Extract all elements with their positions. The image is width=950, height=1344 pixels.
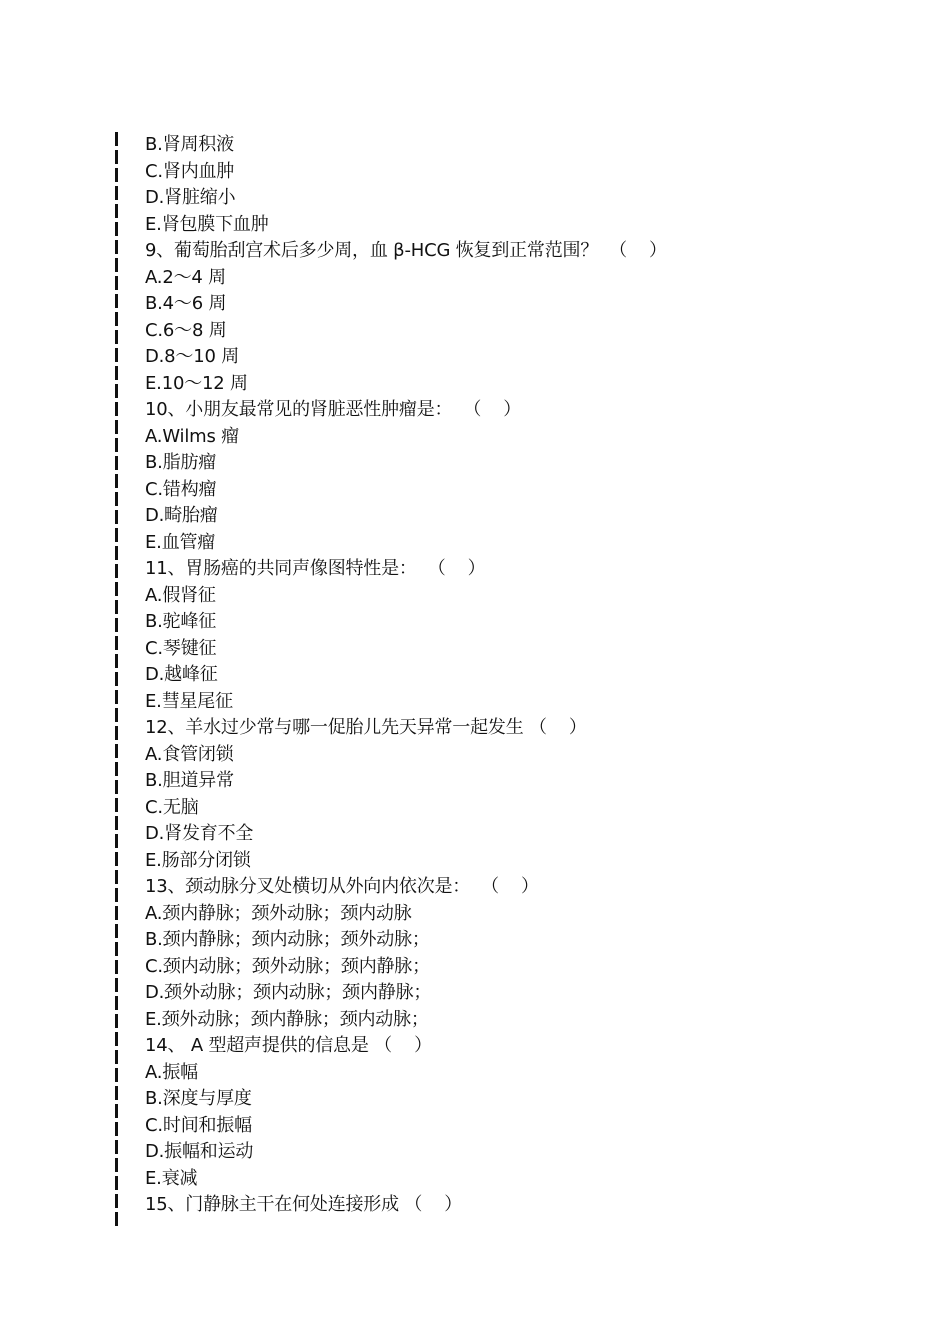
question-text: 12、羊水过少常与哪一促胎儿先天异常一起发生 （ ） bbox=[145, 717, 587, 738]
answer-option: E.10～12 周 bbox=[145, 372, 248, 394]
answer-option: C.6～8 周 bbox=[145, 319, 227, 341]
question-list bbox=[145, 132, 905, 1219]
answer-option: E.肠部分闭锁 bbox=[145, 849, 251, 871]
answer-option: A.振幅 bbox=[145, 1061, 198, 1083]
answer-option: C.肾内血肿 bbox=[145, 160, 235, 182]
answer-option: A.2～4 周 bbox=[145, 266, 226, 288]
answer-option: B.胆道异常 bbox=[145, 770, 234, 791]
answer-option: D.颈外动脉；颈内动脉；颈内静脉； bbox=[145, 982, 432, 1003]
answer-option: E.彗星尾征 bbox=[145, 690, 233, 712]
answer-option: B.颈内静脉；颈内动脉；颈外动脉； bbox=[145, 929, 430, 950]
answer-option: C.颈内动脉；颈外动脉；颈内静脉； bbox=[145, 955, 430, 977]
answer-option: B.4～6 周 bbox=[145, 293, 227, 314]
question-text: 10、小朋友最常见的肾脏恶性肿瘤是： （ ） bbox=[145, 399, 522, 420]
answer-option: D.肾脏缩小 bbox=[145, 187, 236, 208]
answer-option: D.振幅和运动 bbox=[145, 1141, 254, 1162]
answer-option: E.肾包膜下血肿 bbox=[145, 213, 269, 235]
answer-option: B.深度与厚度 bbox=[145, 1088, 252, 1109]
answer-option: C.错构瘤 bbox=[145, 478, 217, 500]
question-text: 9、葡萄胎刮宫术后多少周，血 β-HCG 恢复到正常范围？ （ ） bbox=[145, 240, 667, 261]
answer-option: E.衰减 bbox=[145, 1167, 198, 1189]
question-text: 13、颈动脉分叉处横切从外向内依次是： （ ） bbox=[145, 876, 539, 897]
answer-option: A.Wilms 瘤 bbox=[145, 425, 239, 447]
answer-option: B.脂肪瘤 bbox=[145, 452, 217, 473]
answer-option: D.肾发育不全 bbox=[145, 823, 254, 844]
question-text: 11、胃肠癌的共同声像图特性是： （ ） bbox=[145, 558, 486, 579]
answer-option: D.越峰征 bbox=[145, 664, 218, 685]
question-text: 15、门静脉主干在何处连接形成 （ ） bbox=[145, 1194, 463, 1215]
answer-option: A.假肾征 bbox=[145, 584, 216, 606]
answer-option: A.食管闭锁 bbox=[145, 743, 234, 765]
answer-option: B.肾周积液 bbox=[145, 134, 234, 155]
answer-option: D.畸胎瘤 bbox=[145, 505, 218, 526]
question-text: 14、 A 型超声提供的信息是 （ ） bbox=[145, 1035, 432, 1056]
answer-option: A.颈内静脉；颈外动脉；颈内动脉 bbox=[145, 902, 412, 924]
answer-option: E.颈外动脉；颈内静脉；颈内动脉； bbox=[145, 1008, 429, 1030]
answer-option: C.琴键征 bbox=[145, 637, 217, 659]
answer-option: C.时间和振幅 bbox=[145, 1114, 252, 1136]
answer-option: B.驼峰征 bbox=[145, 611, 217, 632]
dashed-margin-line bbox=[115, 132, 118, 1230]
answer-option: E.血管瘤 bbox=[145, 531, 216, 553]
answer-option: D.8～10 周 bbox=[145, 346, 240, 367]
answer-option: C.无脑 bbox=[145, 796, 199, 818]
